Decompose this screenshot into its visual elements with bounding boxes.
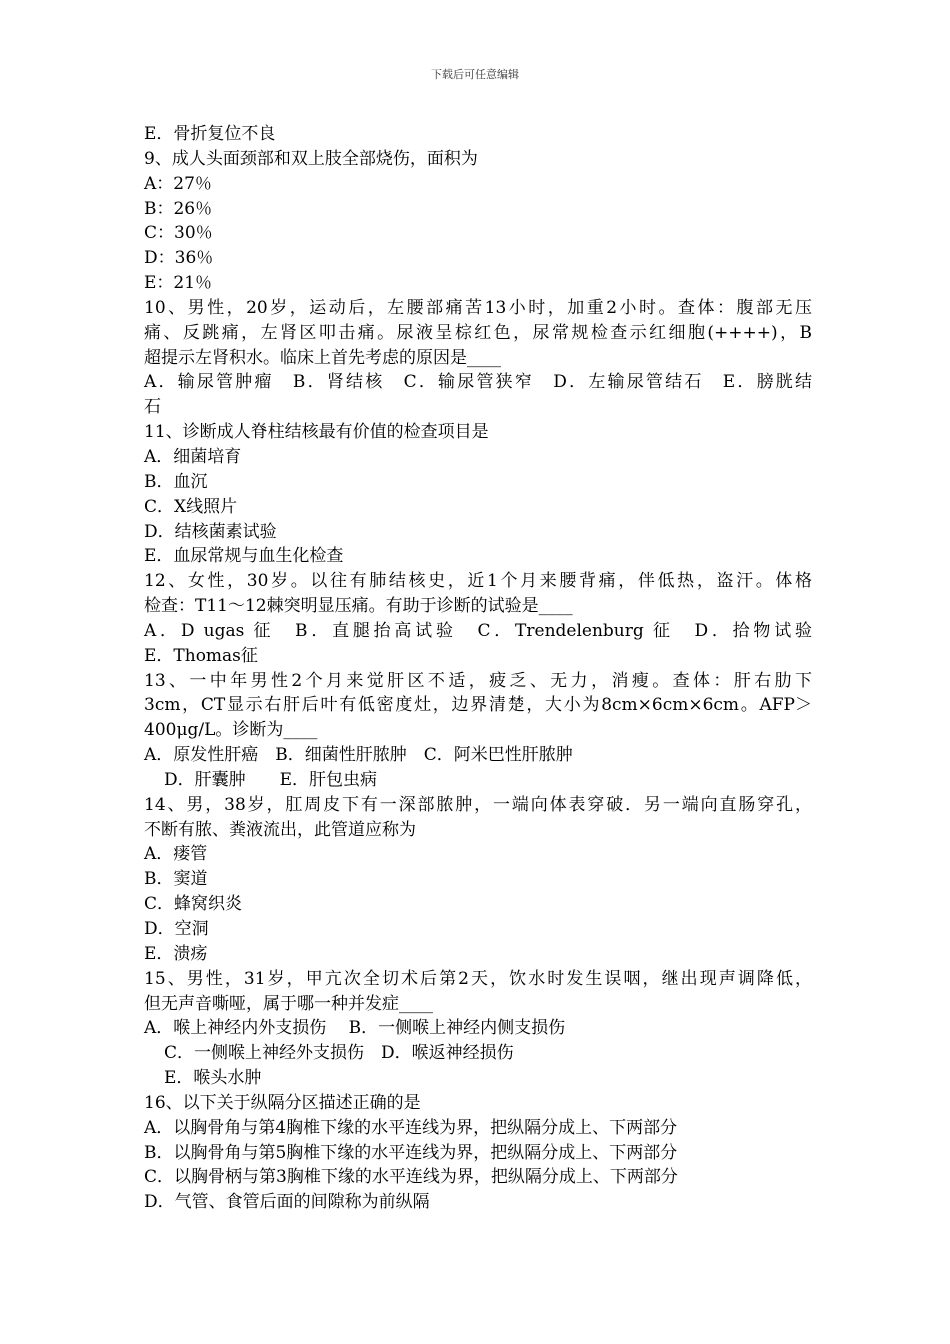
text-line: E．骨折复位不良 [144,124,276,144]
question-16: 16、以下关于纵隔分区描述正确的是 [144,1092,421,1113]
document-body [144,122,812,1215]
option-line: E．血尿常规与血生化检查 [144,546,344,567]
option-line: E．溃疡 [144,943,208,964]
question-11: 11、诊断成人脊柱结核最有价值的检查项目是 [144,422,489,443]
option-line: A．细菌培育 [144,446,242,467]
option-line: D．肝囊肿 E．肝包虫病 [164,769,378,790]
question-10: 10、男性，20岁，运动后，左腰部痛苦13小时，加重2小时。查体：腹部无压 [144,297,812,318]
question-9: 9、成人头面颈部和双上肢全部烧伤，面积为 [144,148,478,169]
option-line: B．血沉 [144,471,208,492]
option-line: C．一侧喉上神经外支损伤 D．喉返神经损伤 [164,1043,514,1064]
option-line: D．气管、食管后面的间隙称为前纵隔 [144,1192,430,1213]
option-line: C．蜂窝织炎 [144,894,243,915]
option-line: B．窦道 [144,869,208,890]
option-line: C．X线照片 [144,496,238,517]
option-line: A．D ugas 征 B．直腿抬高试验 C．Trendelenburg 征 D．拾物试验 [144,620,812,641]
option-line: A．原发性肝癌 B．细菌性肝脓肿 C．阿米巴性肝脓肿 [144,745,573,766]
text-line: 检查：T11～12棘突明显压痛。有助于诊断的试验是____ [144,596,573,617]
text-line: 400μg/L。诊断为____ [144,720,318,741]
option-line: A：27％ [144,173,212,194]
option-line: C．以胸骨柄与第3胸椎下缘的水平连线为界，把纵隔分成上、下两部分 [144,1167,678,1188]
option-line: D：36％ [144,248,214,269]
option-line: D．结核菌素试验 [144,521,277,542]
option-line: A．输尿管肿瘤 B．肾结核 C．输尿管狭窄 D．左输尿管结石 E．膀胱结 [144,372,812,393]
option-line: B．以胸骨角与第5胸椎下缘的水平连线为界，把纵隔分成上、下两部分 [144,1142,678,1163]
option-line: A．瘘管 [144,844,208,865]
text-line: 不断有脓、粪液流出，此管道应称为 [144,819,416,840]
option-line: E：21％ [144,273,213,294]
text-line: 石 [144,397,161,418]
option-line: C：30％ [144,223,213,244]
text-line: 超提示左肾积水。临床上首先考虑的原因是____ [144,347,501,368]
text-line: 痛、反跳痛，左肾区叩击痛。尿液呈棕红色，尿常规检查示红细胞(++++)，B [144,322,812,343]
text-line: 3cm，CT显示右肝后叶有低密度灶，边界清楚，大小为8cm×6cm×6cm。AFP＞ [144,695,812,716]
option-line: E．喉头水肿 [164,1068,262,1089]
question-14: 14、男，38岁，肛周皮下有一深部脓肿，一端向体表穿破．另一端向直肠穿孔， [144,794,812,815]
question-15: 15、男性，31岁，甲亢次全切术后第2天，饮水时发生误咽，继出现声调降低， [144,968,812,989]
option-line: A．喉上神经内外支损伤 B．一侧喉上神经内侧支损伤 [144,1018,566,1039]
question-13: 13、一中年男性2个月来觉肝区不适，疲乏、无力，消瘦。查体：肝右肋下 [144,670,812,691]
page-header: 下载后可任意编辑 [431,68,519,81]
option-line: D．空洞 [144,919,209,939]
text-line: 但无声音嘶哑，属于哪一种并发症____ [144,993,433,1014]
option-line: A．以胸骨角与第4胸椎下缘的水平连线为界，把纵隔分成上、下两部分 [144,1117,678,1138]
question-12: 12、女性，30岁。以往有肺结核史，近1个月来腰背痛，伴低热，盗汗。体格 [144,571,812,592]
option-line: E．Thomas征 [144,645,258,666]
option-line: B：26％ [144,198,213,219]
